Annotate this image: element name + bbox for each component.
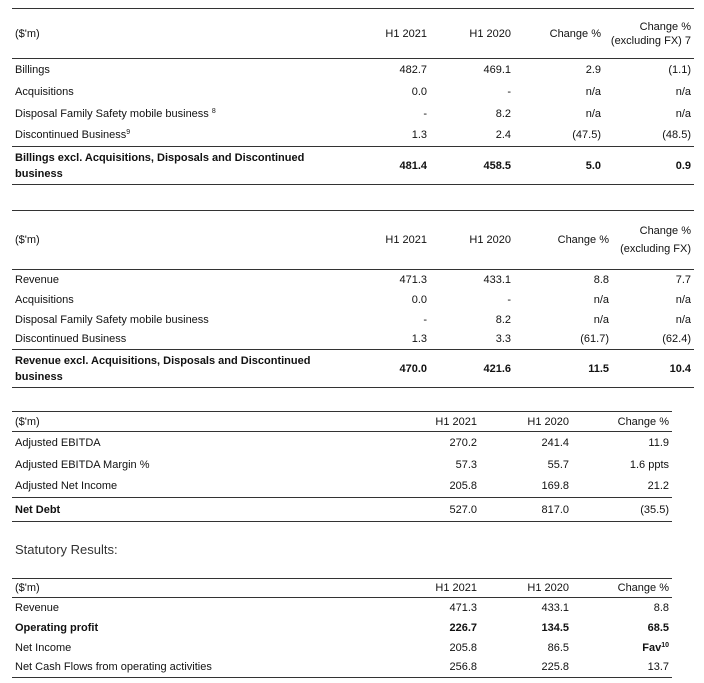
cell-h1-2020: 86.5	[547, 641, 569, 654]
table-row	[12, 498, 672, 522]
cell-change: Fav	[642, 641, 662, 654]
cell-h1-2021: 1.3	[411, 333, 427, 346]
cell-change: (47.5)	[572, 129, 601, 142]
row-label: Billings	[15, 63, 50, 76]
table-row	[12, 81, 694, 103]
cell-h1-2021: 256.8	[449, 661, 477, 674]
cell-h1-2021: 205.8	[449, 480, 477, 493]
cell-change-fx: n/a	[675, 293, 691, 306]
cell-h1-2020: -	[507, 293, 511, 306]
revenue-total-row	[12, 350, 694, 388]
row-label: Revenue	[15, 273, 60, 286]
cell-change: n/a	[593, 313, 609, 326]
cell-h1-2020: 8.2	[495, 107, 511, 120]
ebitda-table	[12, 411, 672, 522]
cell-h1-2020: 2.4	[495, 129, 511, 142]
ebitda-header-h1-2020: H1 2020	[527, 415, 569, 428]
billings-header-change-fx: Change % (excluding FX) 7	[610, 20, 691, 47]
billings-total-row	[12, 147, 694, 185]
revenue-table	[12, 210, 694, 388]
table-row	[12, 618, 672, 638]
cell-change-fx: n/a	[675, 107, 691, 120]
row-label: Revenue	[15, 601, 60, 614]
cell-h1-2021: 270.2	[449, 436, 477, 449]
table-row	[12, 638, 672, 658]
cell-change-fx: (1.1)	[668, 63, 691, 76]
cell-h1-2020: 8.2	[495, 313, 511, 326]
billings-header-h1-2021: H1 2021	[385, 27, 427, 40]
cell-change: n/a	[585, 107, 601, 120]
cell-change: 13.7	[647, 661, 669, 674]
footnote-marker: 8	[211, 107, 216, 115]
row-label-cell	[12, 103, 320, 125]
ebitda-header-h1-2021: H1 2021	[435, 415, 477, 428]
row-label: Adjusted Net Income	[15, 480, 118, 493]
statutory-header-row	[12, 579, 672, 598]
row-label: Net Debt	[15, 503, 61, 516]
cell-h1-2021: -	[423, 107, 427, 120]
row-label: Discontinued Business	[15, 333, 127, 346]
cell-h1-2021: -	[423, 313, 427, 326]
cell-change: 8.8	[593, 273, 609, 286]
statutory-header-h1-2020: H1 2020	[527, 582, 569, 594]
cell-change-fx: 7.7	[675, 273, 691, 286]
cell-change-cell	[572, 638, 672, 658]
total-h1-2021: 481.4	[399, 159, 427, 172]
cell-h1-2021: 471.3	[399, 273, 427, 286]
total-change: 5.0	[585, 159, 601, 172]
cell-h1-2020: -	[507, 85, 511, 98]
cell-h1-2021: 471.3	[449, 601, 477, 614]
cell-change: (35.5)	[640, 503, 669, 516]
statutory-results-heading: Statutory Results:	[15, 542, 118, 557]
row-label: Net Cash Flows from operating activities	[15, 661, 212, 674]
billings-header-row	[12, 9, 694, 59]
revenue-header-change-fx: Change % (excluding FX)	[620, 225, 691, 255]
cell-h1-2021: 57.3	[455, 458, 477, 471]
cell-change-fx: n/a	[675, 85, 691, 98]
statutory-header-h1-2021: H1 2021	[435, 582, 477, 594]
total-label: Revenue excl. Acquisitions, Disposals and Discontinued business	[15, 354, 311, 383]
revenue-header-h1-2020: H1 2020	[469, 234, 511, 246]
footnote-marker: 9	[126, 129, 131, 137]
statutory-header-unit: ($'m)	[15, 582, 40, 594]
cell-h1-2020: 55.7	[547, 458, 569, 471]
cell-change-fx: (62.4)	[662, 333, 691, 346]
cell-h1-2021: 482.7	[399, 63, 427, 76]
cell-h1-2020: 225.8	[541, 661, 569, 674]
total-label: Billings excl. Acquisitions, Disposals and Discontinued business	[15, 151, 305, 180]
cell-change: 8.8	[653, 601, 669, 614]
cell-h1-2020: 433.1	[541, 601, 569, 614]
cell-change-fx: (48.5)	[662, 129, 691, 142]
cell-change: 68.5	[647, 621, 669, 634]
row-label: Acquisitions	[15, 293, 74, 306]
cell-h1-2021: 0.0	[411, 85, 427, 98]
statutory-header-change: Change %	[617, 582, 669, 594]
ebitda-header-unit: ($'m)	[15, 415, 40, 428]
ebitda-header-row	[12, 412, 672, 432]
total-change-fx: 0.9	[675, 159, 691, 172]
footnote-marker: 10	[661, 641, 669, 649]
cell-change: n/a	[585, 85, 601, 98]
cell-h1-2020: 469.1	[483, 63, 511, 76]
table-row	[12, 330, 694, 350]
table-row	[12, 290, 694, 310]
table-row	[12, 59, 694, 81]
cell-h1-2021: 0.0	[411, 293, 427, 306]
billings-table	[12, 8, 694, 185]
revenue-header-h1-2021: H1 2021	[385, 234, 427, 246]
cell-h1-2020: 817.0	[541, 503, 569, 516]
cell-change: 11.9	[648, 436, 669, 449]
table-row	[12, 432, 672, 454]
row-label: Net Income	[15, 641, 72, 654]
revenue-header-unit: ($'m)	[15, 234, 40, 246]
cell-h1-2020: 241.4	[541, 436, 569, 449]
row-label: Operating profit	[15, 621, 99, 634]
table-row	[12, 454, 672, 476]
row-label: Disposal Family Safety mobile business	[15, 107, 209, 120]
table-row	[12, 598, 672, 618]
revenue-header-change: Change %	[557, 234, 609, 246]
cell-change: (61.7)	[580, 333, 609, 346]
cell-change: 2.9	[585, 63, 601, 76]
row-label: Acquisitions	[15, 85, 74, 98]
table-row	[12, 125, 694, 147]
billings-header-h1-2020: H1 2020	[469, 27, 511, 40]
table-row	[12, 476, 672, 498]
ebitda-header-change: Change %	[617, 415, 669, 428]
row-label: Adjusted EBITDA Margin %	[15, 458, 150, 471]
row-label: Adjusted EBITDA	[15, 436, 101, 449]
statutory-table	[12, 578, 672, 678]
cell-h1-2020: 433.1	[483, 273, 511, 286]
cell-h1-2021: 226.7	[449, 621, 477, 634]
cell-h1-2020: 134.5	[541, 621, 569, 634]
cell-change: 1.6 ppts	[629, 458, 669, 471]
billings-header-unit: ($'m)	[15, 27, 40, 40]
cell-h1-2021: 205.8	[449, 641, 477, 654]
table-row	[12, 310, 694, 330]
cell-h1-2021: 527.0	[449, 503, 477, 516]
billings-header-change: Change %	[549, 27, 601, 40]
cell-h1-2021: 1.3	[411, 129, 427, 142]
cell-change: 21.2	[647, 480, 669, 493]
table-row	[12, 270, 694, 290]
row-label: Disposal Family Safety mobile business	[15, 313, 209, 326]
total-h1-2020: 458.5	[483, 159, 511, 172]
cell-change-fx: n/a	[675, 313, 691, 326]
row-label-cell	[12, 125, 320, 147]
total-h1-2020: 421.6	[483, 362, 511, 375]
cell-change: n/a	[593, 293, 609, 306]
row-label: Discontinued Business	[15, 129, 127, 142]
cell-h1-2020: 169.8	[541, 480, 569, 493]
revenue-header-row	[12, 211, 694, 270]
cell-h1-2020: 3.3	[495, 333, 511, 346]
total-change: 11.5	[588, 362, 609, 375]
total-h1-2021: 470.0	[399, 362, 427, 375]
table-row	[12, 658, 672, 678]
table-row	[12, 103, 694, 125]
total-change-fx: 10.4	[669, 362, 691, 375]
